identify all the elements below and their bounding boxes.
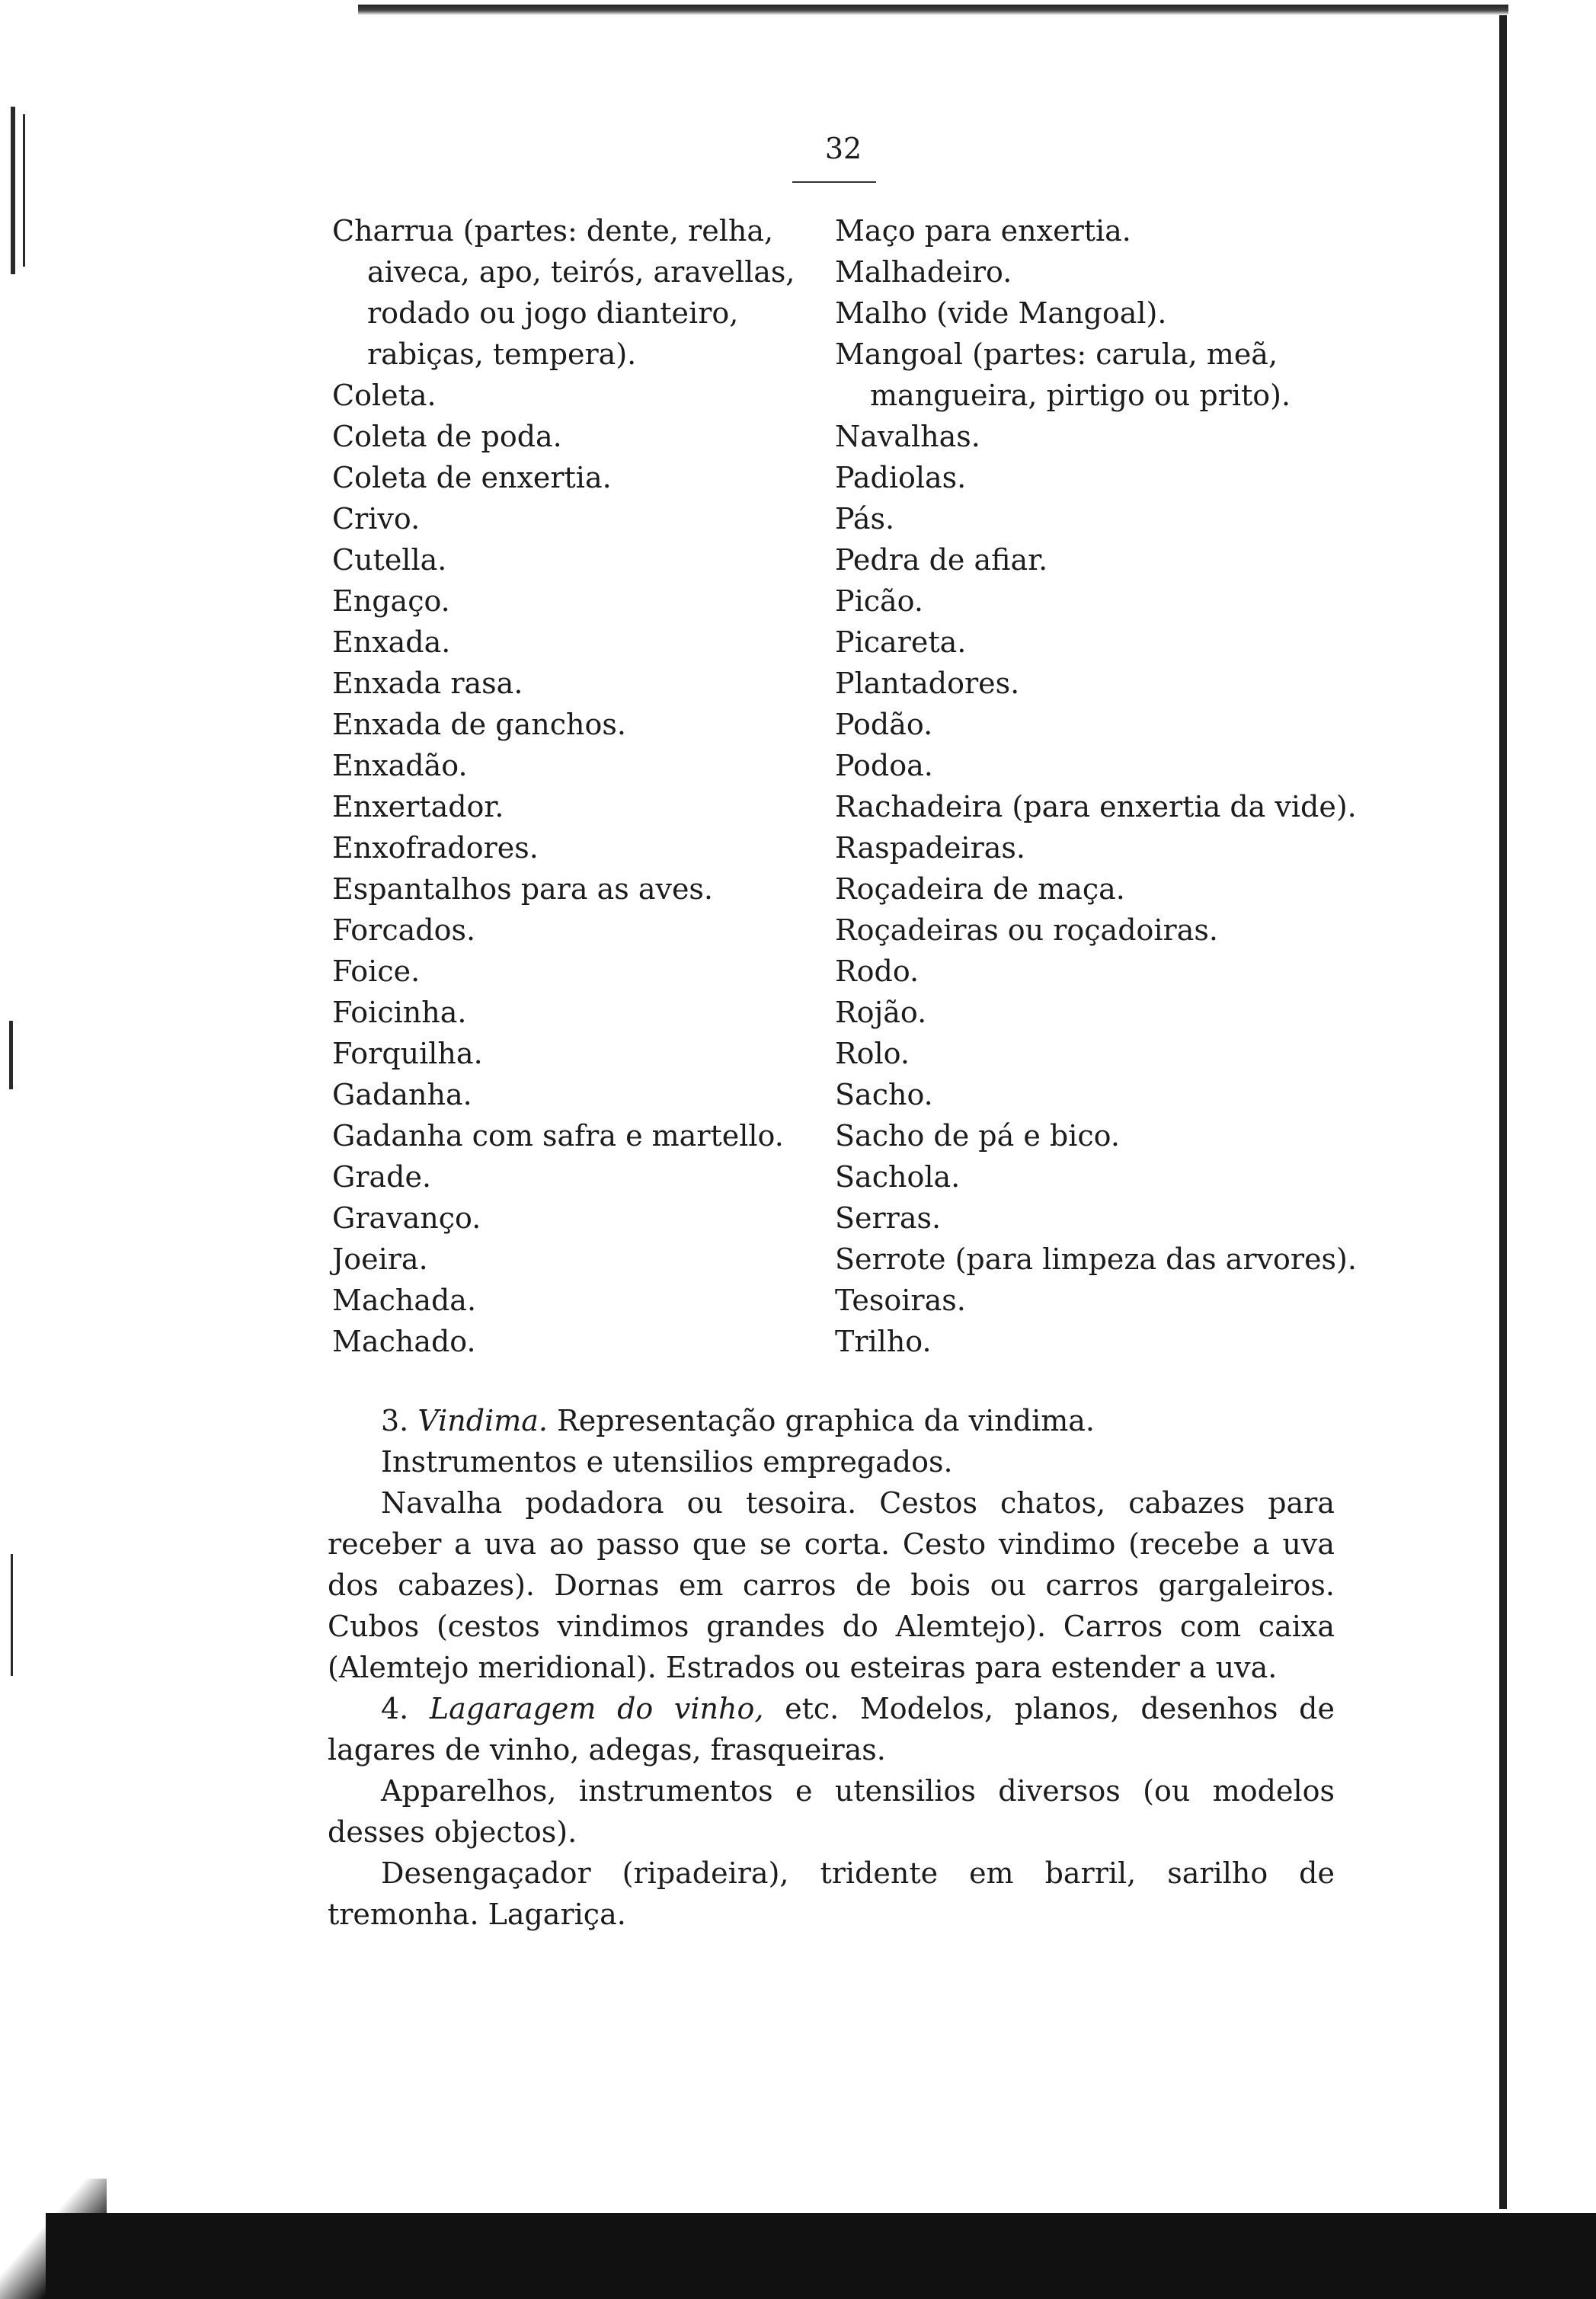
- list-item: Rolo.: [835, 1037, 910, 1070]
- list-item: Enxertador.: [332, 790, 504, 823]
- list-item: Coleta de poda.: [332, 420, 562, 453]
- paragraph: Apparelhos, instrumentos e utensilios diversos (ou modelos desses objectos).: [328, 1774, 1335, 1849]
- list-item: Pedra de afiar.: [835, 543, 1048, 577]
- section-intro: Representação graphica da vindima.: [557, 1404, 1095, 1437]
- list-item: Engaço.: [332, 584, 450, 618]
- list-item: Raspadeiras.: [835, 831, 1025, 865]
- section-4-heading-para: [328, 1688, 1335, 1770]
- list-item: Gadanha.: [332, 1078, 472, 1111]
- list-item: Trilho.: [835, 1325, 932, 1358]
- list-item: Tesoiras.: [835, 1284, 966, 1317]
- section-heading: Vindima.: [417, 1404, 549, 1437]
- list-item: Picão.: [835, 584, 923, 618]
- section-intro: etc. Modelos, planos, desenhos de lagares de vinho, adegas, frasqueiras.: [328, 1692, 1335, 1767]
- list-item: Maço para enxertia.: [835, 214, 1131, 248]
- scan-right-edge: [1499, 15, 1507, 2209]
- list-item: Gadanha com safra e martello.: [332, 1119, 784, 1153]
- list-item: Picareta.: [835, 625, 967, 659]
- paragraph: Navalha podadora ou tesoira. Cestos chatos, cabazes para receber a uva ao passo que se corta. Cesto vindimo (recebe a uva dos cabazes). Dornas em carros de bois ou carros gargaleiros. Cubos (cestos vindimos grandes do Alemtejo). Carros com caixa (Alemtejo meridional). Estrados ou esteiras para estender a uva.: [328, 1486, 1335, 1684]
- scan-bottom-curve: [0, 2179, 107, 2299]
- scan-left-mark: [23, 114, 25, 267]
- body-text: [328, 1400, 1335, 1935]
- list-item: Rodo.: [835, 954, 920, 988]
- section-number: 3.: [381, 1404, 409, 1437]
- list-item: Forcados.: [332, 913, 476, 947]
- left-column: [332, 210, 797, 1362]
- list-item: Crivo.: [332, 502, 421, 536]
- list-item: Grade.: [332, 1160, 432, 1194]
- list-item: Plantadores.: [835, 667, 1020, 700]
- scan-bottom-edge: [46, 2213, 1596, 2299]
- paragraph: Desengaçador (ripadeira), tridente em barril, sarilho de tremonha. Lagariça.: [328, 1856, 1335, 1931]
- list-item: Espantalhos para as aves.: [332, 872, 714, 906]
- right-column: [835, 210, 1368, 1362]
- list-item: Roçadeiras ou roçadoiras.: [835, 913, 1218, 947]
- section-number: 4.: [381, 1692, 409, 1725]
- list-item: Joeira.: [332, 1242, 428, 1276]
- list-item: Padiolas.: [835, 461, 967, 494]
- list-item: Serrote (para limpeza das arvores).: [835, 1242, 1357, 1276]
- list-item: Foice.: [332, 954, 421, 988]
- list-item: Rachadeira (para enxertia da vide).: [835, 790, 1357, 823]
- section-heading: Lagaragem do vinho,: [429, 1692, 764, 1725]
- list-item: Rojão.: [835, 996, 927, 1029]
- list-item: Navalhas.: [835, 420, 980, 453]
- list-item: Sacho.: [835, 1078, 933, 1111]
- list-item: Roçadeira de maça.: [835, 872, 1125, 906]
- scan-left-mark: [11, 1554, 13, 1676]
- list-item: Enxada rasa.: [332, 667, 523, 700]
- list-item: Sachola.: [835, 1160, 961, 1194]
- scan-top-edge: [358, 5, 1546, 15]
- list-item: Mangoal (partes: carula, meã, mangueira, pirtigo ou prito).: [835, 337, 1291, 412]
- list-item: Malhadeiro.: [835, 255, 1012, 289]
- scan-left-mark: [9, 1021, 13, 1089]
- scan-right-margin: [1508, 0, 1596, 2299]
- list-item: Forquilha.: [332, 1037, 483, 1070]
- list-item: Cutella.: [332, 543, 447, 577]
- list-item: Coleta.: [332, 379, 437, 412]
- list-item: Gravanço.: [332, 1201, 481, 1235]
- list-item: Serras.: [835, 1201, 942, 1235]
- list-item: Enxada de ganchos.: [332, 708, 626, 741]
- list-item: Coleta de enxertia.: [332, 461, 612, 494]
- page-number: 32: [824, 132, 862, 165]
- list-item: Foicinha.: [332, 996, 467, 1029]
- list-item: Podoa.: [835, 749, 933, 782]
- list-item: Malho (vide Mangoal).: [835, 296, 1167, 330]
- list-item: Podão.: [835, 708, 933, 741]
- list-item: Enxofradores.: [332, 831, 539, 865]
- list-item: Enxadão.: [332, 749, 468, 782]
- list-item: Machado.: [332, 1325, 476, 1358]
- list-item: Charrua (partes: dente, relha, aiveca, apo, teirós, aravellas, rodado ou jogo dianteiro, rabiças, tempera).: [332, 214, 795, 371]
- page-number-rule: [792, 181, 876, 183]
- section-3-heading-para: [328, 1400, 1335, 1441]
- list-item: Sacho de pá e bico.: [835, 1119, 1120, 1153]
- scan-left-mark: [11, 107, 15, 274]
- list-item: Machada.: [332, 1284, 477, 1317]
- list-item: Enxada.: [332, 625, 451, 659]
- paragraph: Instrumentos e utensilios empregados.: [381, 1445, 953, 1479]
- list-item: Pás.: [835, 502, 895, 536]
